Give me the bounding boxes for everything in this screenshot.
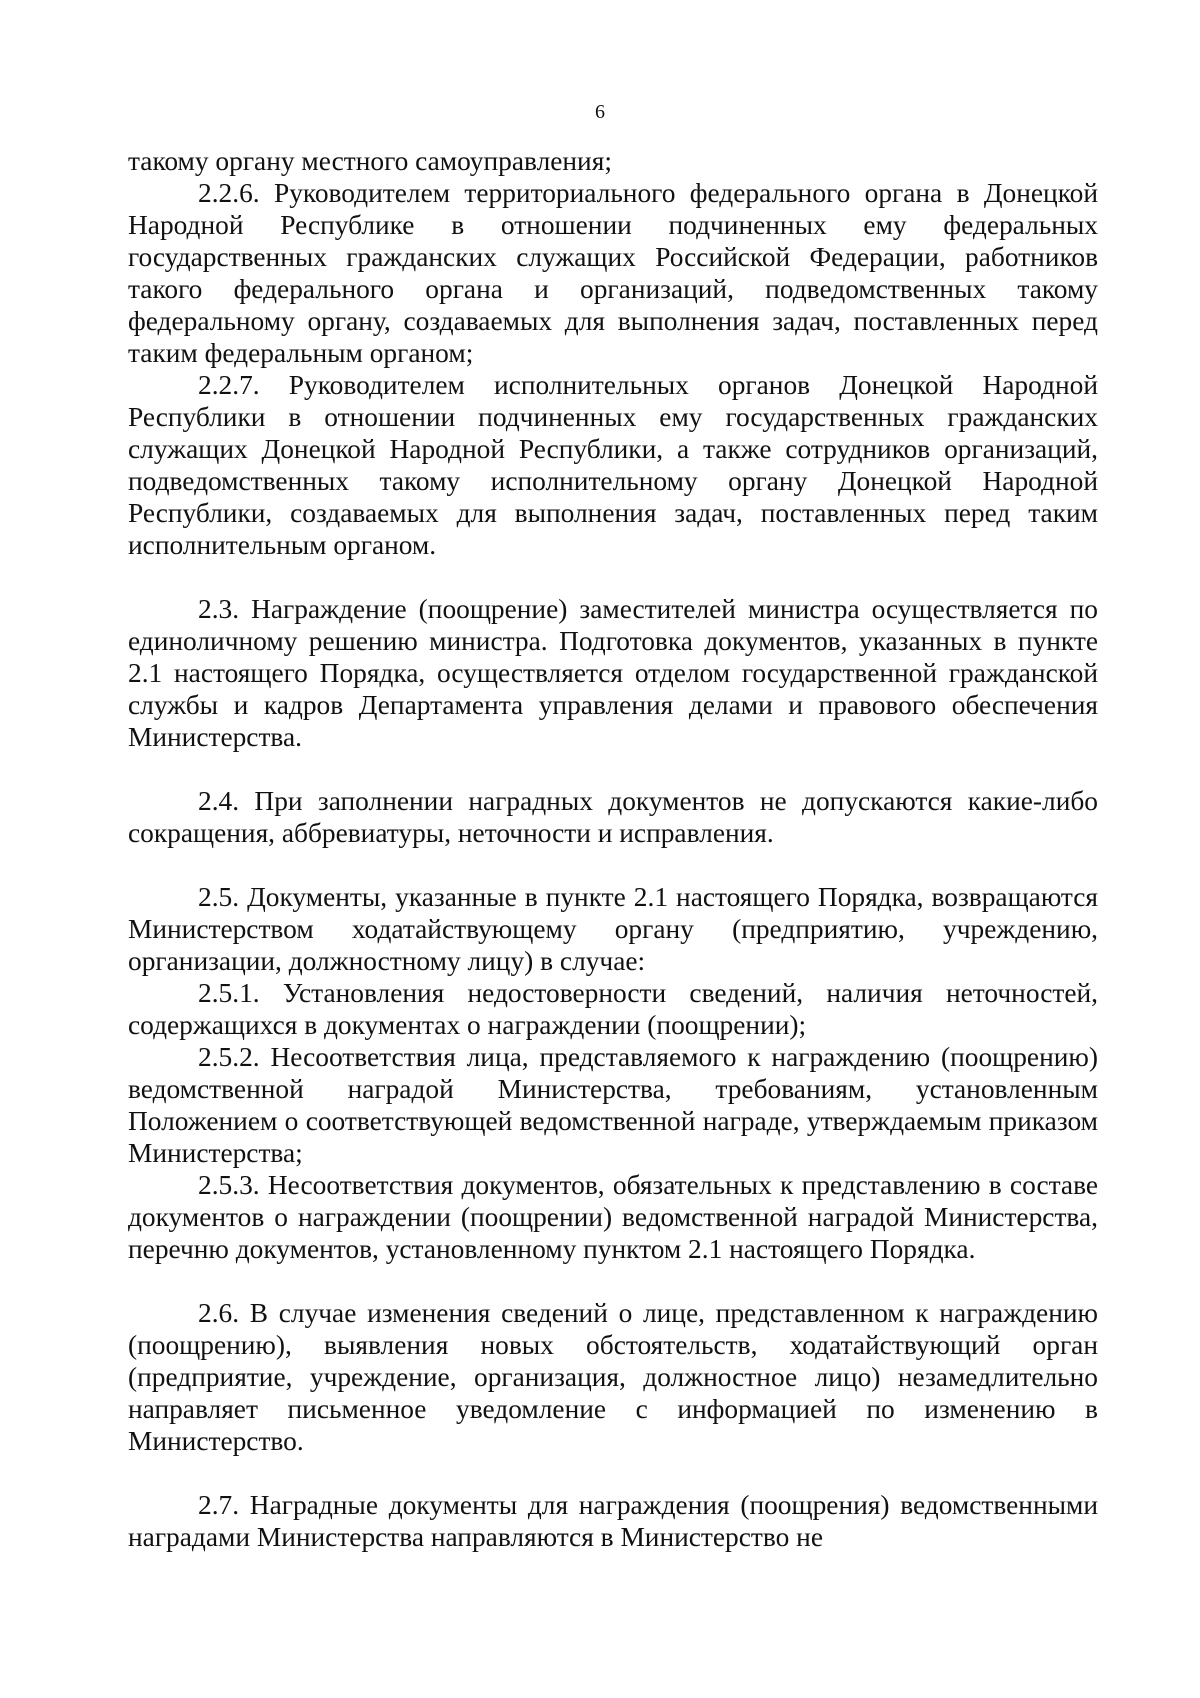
paragraph-2-2-6: 2.2.6. Руководителем территориального федерального органа в Донецкой Народной Республике в отношении подчиненных ему федеральных государственных гражданских служащих Российской Федерации, работников такого федерального органа и организаций, подведомственных такому федеральному органу, создаваемых для выполнения задач, поставленных перед таким федеральным органом; (128, 178, 1098, 368)
page-number: 6 (595, 101, 605, 123)
paragraph-2-7: 2.7. Наградные документы для награждения (поощрения) ведомственными наградами Министерства направляются в Министерство не (128, 1490, 1098, 1552)
paragraph-2-5-1: 2.5.1. Установления недостоверности сведений, наличия неточностей, содержащихся в документах о награждении (поощрении); (128, 978, 1098, 1040)
document-body (128, 145, 1098, 1553)
paragraph-2-3: 2.3. Награждение (поощрение) заместителей министра осуществляется по единоличному решению министра. Подготовка документов, указанных в пункте 2.1 настоящего Порядка, осуществляется отделом государственной гражданской службы и кадров Департамента управления делами и правового обеспечения Министерства. (128, 594, 1098, 752)
paragraph-continuation: такому органу местного самоуправления; (128, 146, 612, 176)
paragraph-2-2-7: 2.2.7. Руководителем исполнительных органов Донецкой Народной Республики в отношении подчиненных ему государственных гражданских служащих Донецкой Народной Республики, а также сотрудников организаций, подведомственных такому исполнительному органу Донецкой Народной Республики, создаваемых для выполнения задач, поставленных перед таким исполнительным органом. (128, 370, 1098, 560)
paragraph-2-5-3: 2.5.3. Несоответствия документов, обязательных к представлению в составе документов о награждении (поощрении) ведомственной наградой Министерства, перечню документов, установленному пунктом 2.1 настоящего Порядка. (128, 1170, 1098, 1264)
paragraph-2-6: 2.6. В случае изменения сведений о лице, представленном к награждению (поощрению), выявления новых обстоятельств, ходатайствующий орган (предприятие, учреждение, организация, должностное лицо) незамедлительно направляет письменное уведомление с информацией по изменению в Министерство. (128, 1298, 1098, 1456)
paragraph-2-5: 2.5. Документы, указанные в пункте 2.1 настоящего Порядка, возвращаются Министерством ходатайствующему органу (предприятию, учреждению, организации, должностному лицу) в случае: (128, 882, 1098, 976)
paragraph-2-5-2: 2.5.2. Несоответствия лица, представляемого к награждению (поощрению) ведомственной наградой Министерства, требованиям, установленным Положением о соответствующей ведомственной награде, утверждаемым приказом Министерства; (128, 1042, 1098, 1168)
paragraph-2-4: 2.4. При заполнении наградных документов не допускаются какие-либо сокращения, аббревиатуры, неточности и исправления. (128, 786, 1098, 848)
